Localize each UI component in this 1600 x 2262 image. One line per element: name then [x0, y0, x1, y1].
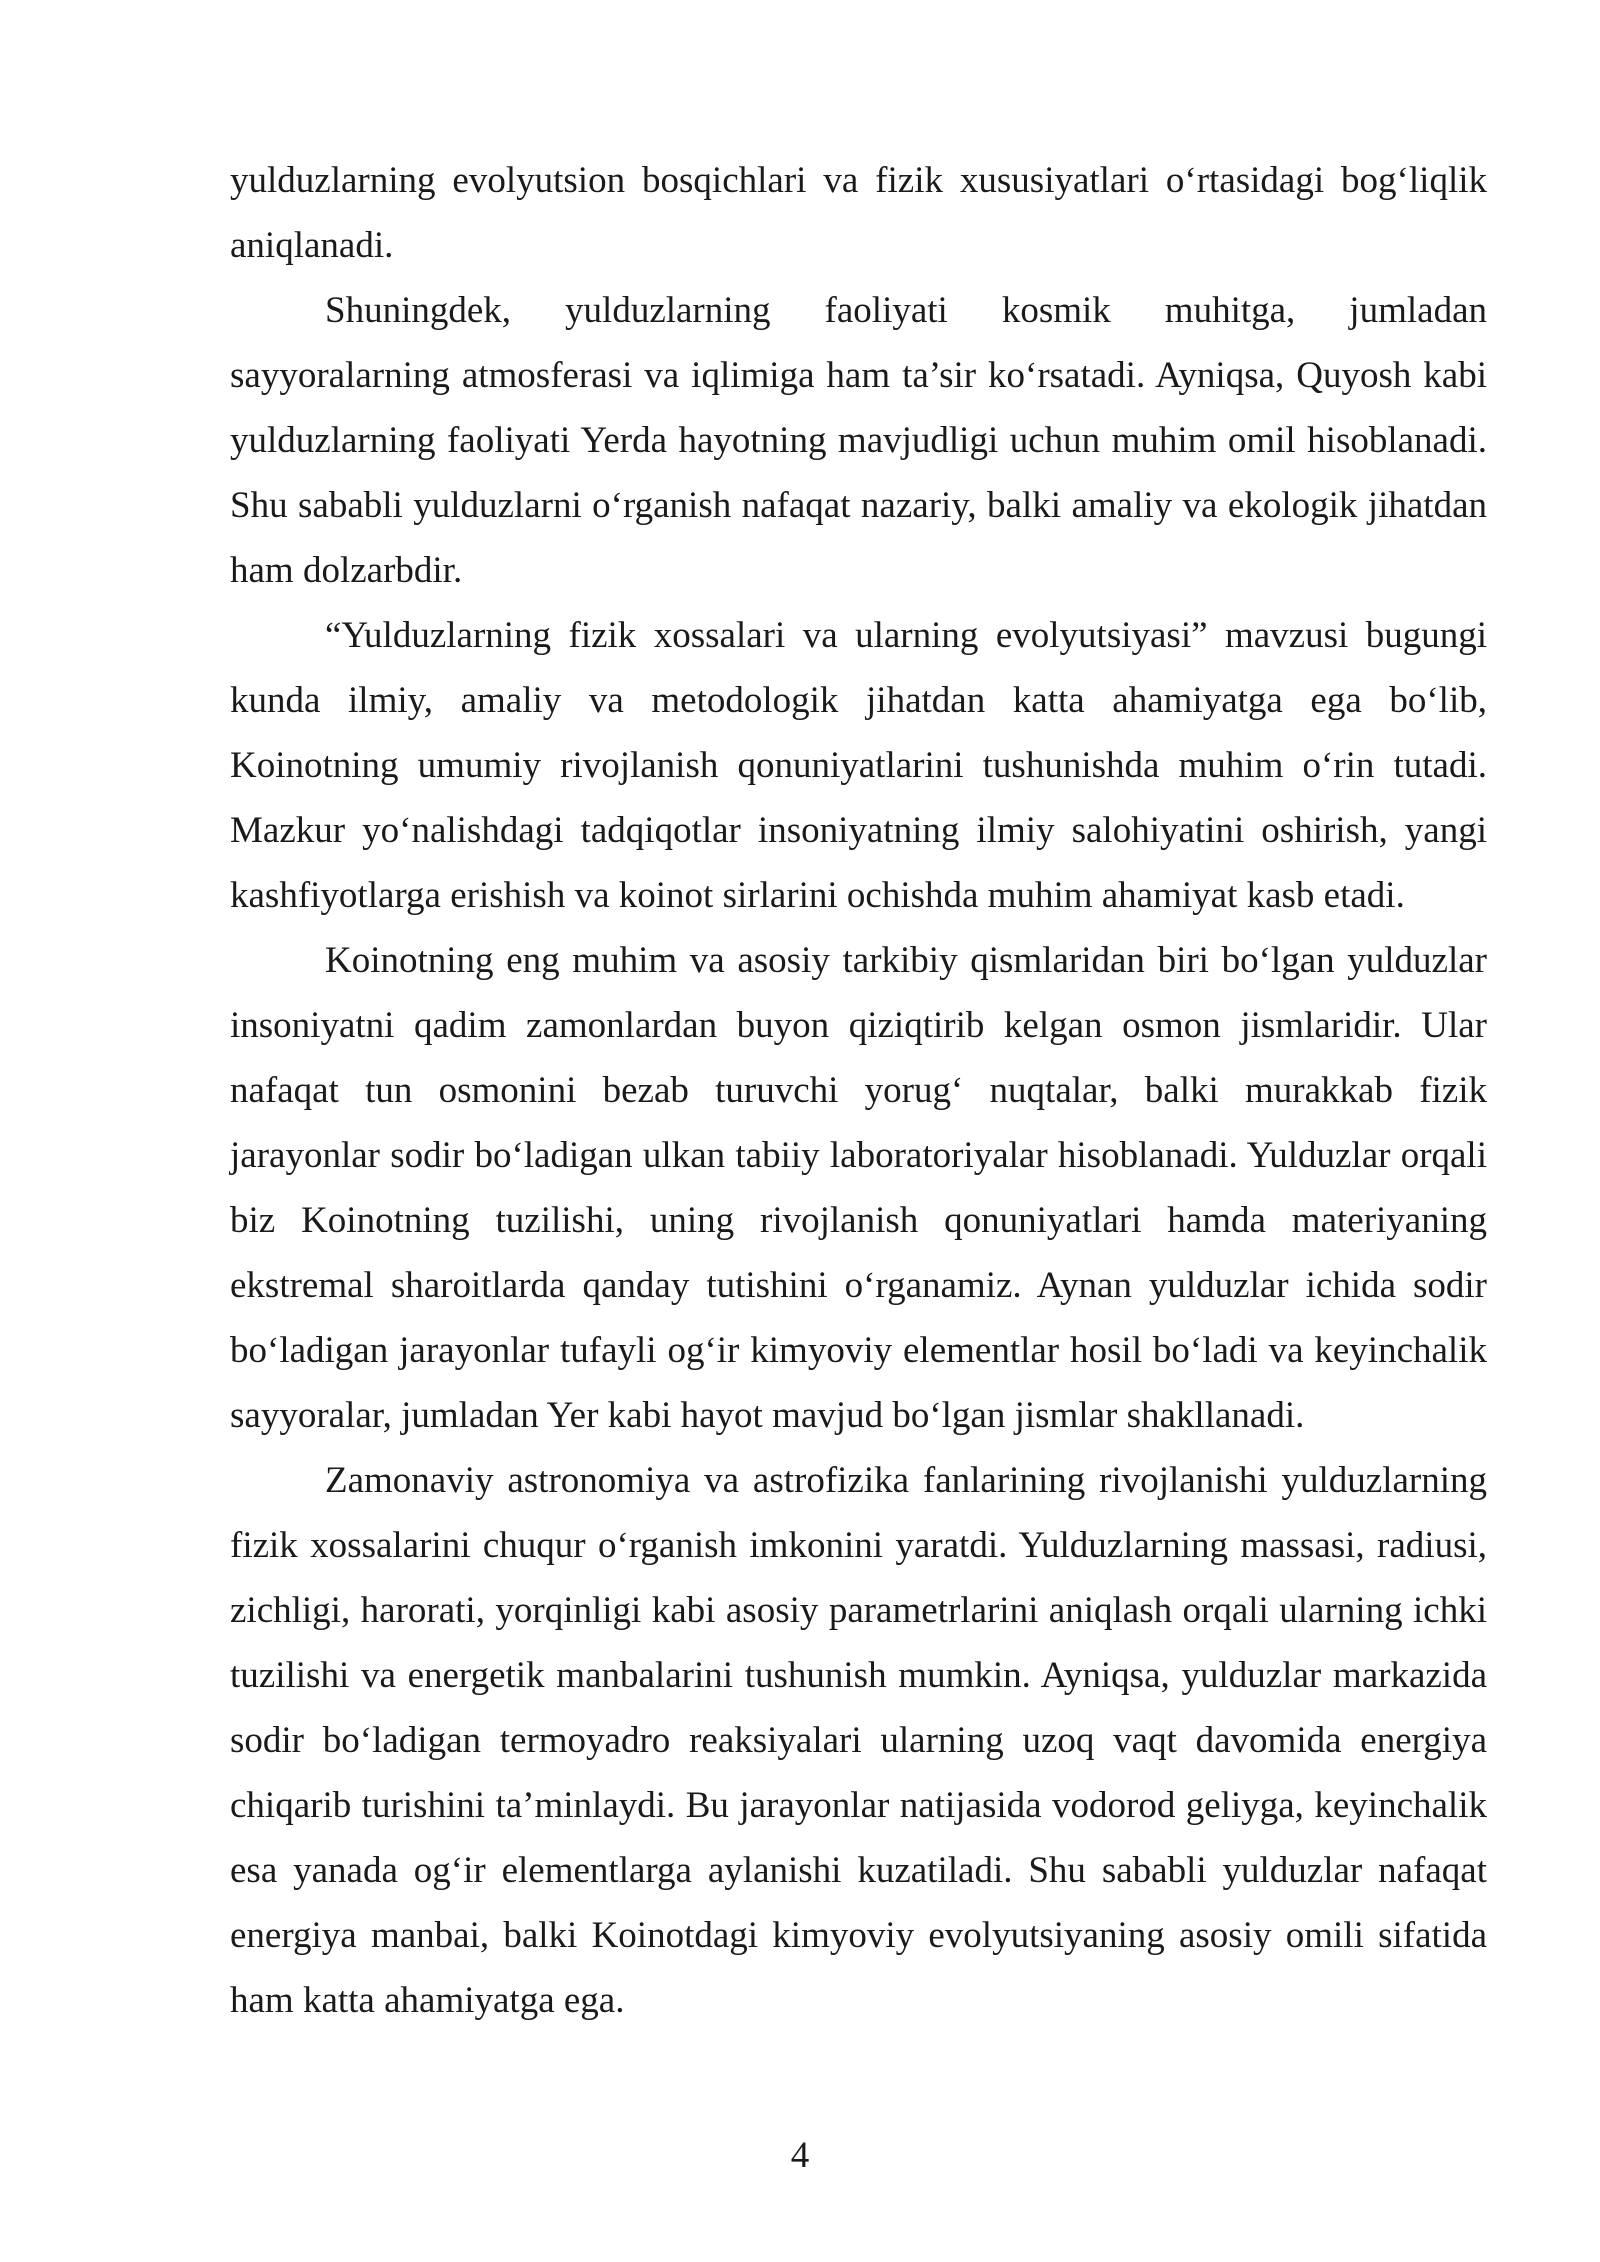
page-number: 4	[790, 2135, 810, 2176]
paragraph-4: Koinotning eng muhim va asosiy tarkibiy qismlaridan biri bo‘lgan yulduzlar insoniyatni qadim zamonlardan buyon qiziqtirib kelgan osmon jismlaridir. Ular nafaqat tun osmonini bezab turuvchi yorug‘ nuqtalar, balki murakkab fizik jarayonlar sodir bo‘ladigan ulkan tabiiy laboratoriyalar hisoblanadi. Yulduzlar orqali biz Koinotning tuzilishi, uning rivojlanish qonuniyatlari hamda materiyaning ekstremal sharoitlarda qanday tutishini o‘rganamiz. Aynan yulduzlar ichida sodir bo‘ladigan jarayonlar tufayli og‘ir kimyoviy elementlar hosil bo‘ladi va keyinchalik sayyoralar, jumladan Yer kabi hayot mavjud bo‘lgan jismlar shakllanadi.	[230, 940, 1487, 1436]
paragraph-1: yulduzlarning evolyutsion bosqichlari va fizik xususiyatlari o‘rtasidagi bog‘liqlik aniqlanadi.	[230, 160, 1487, 266]
document-body	[230, 148, 1487, 2033]
paragraph-5: Zamonaviy astronomiya va astrofizika fanlarining rivojlanishi yulduzlarning fizik xossalarini chuqur o‘rganish imkonini yaratdi. Yulduzlarning massasi, radiusi, zichligi, harorati, yorqinligi kabi asosiy parametrlarini aniqlash orqali ularning ichki tuzilishi va energetik manbalarini tushunish mumkin. Ayniqsa, yulduzlar markazida sodir bo‘ladigan termoyadro reaksiyalari ularning uzoq vaqt davomida energiya chiqarib turishini ta’minlaydi. Bu jarayonlar natijasida vodorod geliyga, keyinchalik esa yanada og‘ir elementlarga aylanishi kuzatiladi. Shu sababli yulduzlar nafaqat energiya manbai, balki Koinotdagi kimyoviy evolyutsiyaning asosiy omili sifatida ham katta ahamiyatga ega.	[230, 1460, 1487, 2021]
paragraph-2: Shuningdek, yulduzlarning faoliyati kosmik muhitga, jumladan sayyoralarning atmosferasi va iqlimiga ham ta’sir ko‘rsatadi. Ayniqsa, Quyosh kabi yulduzlarning faoliyati Yerda hayotning mavjudligi uchun muhim omil hisoblanadi. Shu sababli yulduzlarni o‘rganish nafaqat nazariy, balki amaliy va ekologik jihatdan ham dolzarbdir.	[230, 290, 1487, 591]
paragraph-3: “Yulduzlarning fizik xossalari va ularning evolyutsiyasi” mavzusi bugungi kunda ilmiy, amaliy va metodologik jihatdan katta ahamiyatga ega bo‘lib, Koinotning umumiy rivojlanish qonuniyatlarini tushunishda muhim o‘rin tutadi. Mazkur yo‘nalishdagi tadqiqotlar insoniyatning ilmiy salohiyatini oshirish, yangi kashfiyotlarga erishish va koinot sirlarini ochishda muhim ahamiyat kasb etadi.	[230, 615, 1487, 916]
